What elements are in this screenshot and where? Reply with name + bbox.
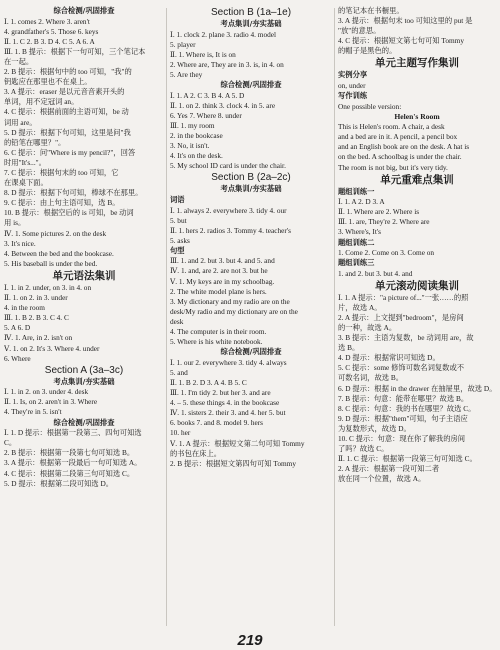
answer-column-middle <box>170 6 332 628</box>
answer-line: Ⅱ. 1. Where is, It is on <box>170 49 236 59</box>
subsection-label: 考点集训/夯实基础 <box>53 376 115 386</box>
answer-line: 3. My dictionary and my radio are on the <box>170 296 290 306</box>
group-label: 题组训练三 <box>338 258 375 268</box>
answer-line: Ⅰ. 1. in 2. on 3. under 4. desk <box>4 387 89 397</box>
answer-line: Ⅱ. 1. on 2. think 3. clock 4. in 5. are <box>170 100 276 110</box>
answer-line: 时用"It's..."。 <box>4 157 46 167</box>
answer-line: Ⅱ. 1. hers 2. radios 3. Tommy 4. teacher's <box>170 225 291 235</box>
answer-line: Ⅱ. 1. C 提示：根据第一段第三句可知选 C。 <box>338 454 477 464</box>
answer-line: 3. Where's, It's <box>338 227 382 237</box>
answer-line: Ⅰ. 1. in 2. under, on 3. in 4. on <box>4 282 92 292</box>
answer-line: Ⅱ. 1. C 2. B 3. D 4. C 5. A 6. A <box>4 36 95 46</box>
answer-line: Ⅰ. 1. D 提示：根据第一段第三、四句可知选 <box>4 428 142 438</box>
answer-line: 在一起。 <box>4 56 34 66</box>
answer-line: 2. B 提示：根据第一段第七句可知选 B。 <box>4 448 135 458</box>
answer-line: Ⅲ. 1. B 2. B 3. C 4. C <box>4 313 69 323</box>
answer-line: 2. A 提示：上文提到"bedroom"，是房间 <box>338 312 464 322</box>
answer-line: C。 <box>4 438 17 448</box>
answer-line: 的书包在床上。 <box>170 448 222 458</box>
answer-line: 用 is。 <box>4 218 26 228</box>
group-label: 写作训练 <box>338 91 368 101</box>
subsection-label: 综合检测/巩固排查 <box>53 417 115 427</box>
answer-line: 10. C 提示：句意：现在你了解我的房间 <box>338 434 466 443</box>
answer-line: 6. D 提示：根据 in the drawer 在抽屉里，故选 D。 <box>338 383 496 393</box>
answer-line: 1. Come 2. Come on 3. Come on <box>338 248 435 257</box>
answer-line: 5. My school ID card is under the chair. <box>170 161 286 171</box>
answer-line: 的帽子是黑色的。 <box>338 46 397 56</box>
answer-line: Ⅱ. 1. Is, on 2. aren't in 3. Where <box>4 397 98 407</box>
answer-line: Ⅳ. 1. Are, in 2. isn't on <box>4 333 73 343</box>
answer-line: Ⅴ. 1. My keys are in my schoolbag. <box>170 276 275 286</box>
answer-line: 5. Where is his white notebook. <box>170 337 263 347</box>
subsection-label: 综合检测/巩固排查 <box>220 80 282 90</box>
answer-line: Ⅲ. 1. are, They're 2. Where are <box>338 217 430 227</box>
answer-line: 5. player <box>170 39 196 49</box>
answer-line: 单词，用不定冠词 an。 <box>4 97 79 107</box>
answer-line: Ⅳ. 1. Some pictures 2. on the desk <box>4 228 107 238</box>
answer-line: 3. B 提示：主语为复数，be 动词用 are，故 <box>338 333 474 343</box>
answer-line: 8. D 提示：根据下句可知，棒球不在那里。 <box>4 188 143 198</box>
answer-line: Ⅰ. 1. clock 2. plane 3. radio 4. model <box>170 29 277 39</box>
answer-line: 2. Where are, They are in 3. is, in 4. on <box>170 59 284 69</box>
answer-line: One possible version: <box>338 101 402 111</box>
answer-line: Ⅲ. 1. I'm tidy 2. but her 3. and are <box>170 388 271 398</box>
answer-line: on the bed. A schoolbag is under the chair. <box>338 152 462 162</box>
answer-column-left <box>4 6 164 628</box>
answer-line: "放"的意思。 <box>338 26 381 36</box>
section-title: 单元滚动阅读集训 <box>375 279 459 292</box>
answer-line: 2. The white model plane is hers. <box>170 286 267 296</box>
answer-line: 10. her <box>170 428 191 438</box>
answer-line: 9. D 提示：根据"them"可知，句子主语应 <box>338 413 468 423</box>
answer-line: Ⅲ. 1. my room <box>170 120 215 130</box>
answer-line: 2. in the bookcase <box>170 131 223 141</box>
answer-line: 4. C 提示：根据前面的主语可知，be 动 <box>4 107 129 117</box>
group-label: 实例分享 <box>338 70 368 80</box>
answer-line: 3. No, it isn't. <box>170 141 210 151</box>
answer-line: 4. D 提示：根据常识可知选 D。 <box>338 353 440 363</box>
answer-line: 放在同一个位置，故选 A。 <box>338 474 426 484</box>
section-heading: Section A (3a–3c) <box>44 364 124 376</box>
answer-line: 5. but <box>170 215 187 225</box>
answer-line: 词用 are。 <box>4 117 37 127</box>
answer-line: 的铅笔在哪里？"。 <box>4 137 66 147</box>
answer-line: 5. asks <box>170 235 190 245</box>
answer-line: 3. A 提示：根据句末 too 可知这里的 put 是 <box>338 16 473 26</box>
column-divider <box>334 8 335 626</box>
answer-line: 4. The computer is in their room. <box>170 327 267 337</box>
answer-line: 5. and <box>170 367 188 377</box>
answer-line: 4. C 提示：根据短文第七句可知 Tommy <box>338 36 464 46</box>
answer-line: The room is not big, but it's very tidy. <box>338 162 448 172</box>
answer-line: 片，故选 A。 <box>338 302 382 312</box>
answer-line: 7. B 提示：句意：能带在哪里？故选 B。 <box>338 393 469 403</box>
answer-line: Ⅲ. 1. B 提示：根据下一句可知，三个笔记本 <box>4 46 146 56</box>
answer-line: 6. C 提示：问"Where is my pencil?"，回答 <box>4 147 136 157</box>
answer-line: 6. Where <box>4 353 31 363</box>
answer-line: 5. Are they <box>170 69 203 79</box>
subsection-label: 考点集训/夯实基础 <box>220 184 282 194</box>
answer-line: 4. It's on the desk. <box>170 151 223 161</box>
answer-line: Ⅱ. 1. on 2. in 3. under <box>4 293 68 303</box>
answer-line: 4. grandfather's 5. Those 6. keys <box>4 26 99 36</box>
answer-column-right <box>338 6 496 628</box>
answer-line: 8. C 提示：句意：我的书在哪里？故选 C。 <box>338 403 476 413</box>
answer-line: Ⅱ. 1. B 2. D 3. A 4. B 5. C <box>170 378 247 387</box>
answer-line: This is Helen's room. A chair, a desk <box>338 122 445 132</box>
answer-line: Ⅲ. 1. and 2. but 3. but 4. and 5. and <box>170 256 275 266</box>
answer-line: Ⅰ. 1. A 提示："a picture of..."一张……的照 <box>338 292 469 302</box>
essay-title: Helen's Room <box>394 111 440 121</box>
answer-line: on, under <box>338 80 366 90</box>
answer-line: 为复数形式，故选 D。 <box>338 423 411 433</box>
answer-line: Ⅰ. 1. A 2. C 3. B 4. A 5. D <box>170 90 245 100</box>
answer-line: 选 B。 <box>338 343 360 353</box>
answer-line: Ⅰ. 1. our 2. everywhere 3. tidy 4. always <box>170 357 287 367</box>
answer-line: 钥匙应在那里也不在桌上。 <box>4 77 92 87</box>
section-heading: Section B (2a–2c) <box>211 172 291 184</box>
answer-line: 4. in the room <box>4 303 45 313</box>
section-title: 单元重难点集训 <box>380 173 454 186</box>
answer-line: 9. C 提示：由上句主语可知，选 B。 <box>4 198 120 208</box>
answer-line: 可数名词，故选 B。 <box>338 373 404 383</box>
page-number: 219 <box>237 632 263 649</box>
answer-line: 5. C 提示：some 修饰可数名词复数或不 <box>338 363 465 373</box>
subsection-label: 综合检测/巩固排查 <box>53 6 115 15</box>
answer-line: and a bed are in it. A pencil, a pencil box <box>338 132 458 142</box>
answer-line: desk/My radio and my dictionary are on the <box>170 306 298 316</box>
section-title: 单元语法集训 <box>52 269 116 282</box>
answer-line: 5. D 提示：根据第二段可知选 D。 <box>4 478 114 488</box>
answer-line: 的一种，故选 A。 <box>338 322 397 332</box>
answer-line: 4. C 提示：根据第二段第三句可知选 C。 <box>4 468 135 478</box>
group-label: 题组训练一 <box>338 186 375 196</box>
answer-line: Ⅰ. 1. comes 2. Where 3. aren't <box>4 16 90 26</box>
answer-line: 的笔记本在书橱里。 <box>338 6 404 15</box>
answer-line: 6. books 7. and 8. model 9. hers <box>170 418 264 428</box>
answer-line: Ⅴ. 1. on 2. It's 3. Where 4. under <box>4 343 100 353</box>
answer-line: 2. B 提示：根据短文第四句可知 Tommy <box>170 458 296 468</box>
group-label: 句型 <box>170 245 185 255</box>
answer-line: 在课桌下面。 <box>4 178 48 188</box>
section-heading: Section B (1a–1e) <box>210 7 292 18</box>
answer-line: 4. Between the bed and the bookcase. <box>4 248 114 258</box>
answer-line: 5. A 6. D <box>4 323 31 333</box>
answer-line: 了吗？故选 C。 <box>338 444 389 454</box>
answer-line: 7. C 提示：根据句末的 too 可知，它 <box>4 168 119 177</box>
answer-line: Ⅰ. 1. A 2. D 3. A <box>338 197 385 207</box>
answer-line: Ⅴ. 1. A 提示：根据短文第二句可知 Tommy <box>170 438 305 448</box>
answer-line: 2. B 提示：根据句中的 too 可知，"我"的 <box>4 67 132 77</box>
answer-line: Ⅳ. 1. sisters 2. their 3. and 4. her 5. but <box>170 408 286 418</box>
answer-line: 4. They're in 5. isn't <box>4 407 62 417</box>
group-label: 词语 <box>170 195 185 204</box>
answer-line: desk <box>170 316 184 326</box>
answer-line: 3. A 提示：根据第一段最后一句可知选 A。 <box>4 458 142 468</box>
answer-line: 6. Yes 7. Where 8. under <box>170 110 242 120</box>
answer-line: Ⅱ. 1. Where are 2. Where is <box>338 207 420 217</box>
column-divider <box>166 8 167 626</box>
answer-line: 4. – 5. these things 4. in the bookcase <box>170 398 280 408</box>
subsection-label: 综合检测/巩固排查 <box>220 347 282 357</box>
answer-line: 3. A 提示：eraser 是以元音音素开头的 <box>4 87 125 97</box>
answer-line: 5. D 提示：根据下句可知，这里是问"我 <box>4 127 131 137</box>
answer-line: and an English book are on the desk. A hat is <box>338 142 470 152</box>
group-label: 题组训练二 <box>338 237 375 247</box>
subsection-label: 考点集训/夯实基础 <box>220 19 282 28</box>
answer-line: 1. and 2. but 3. but 4. and <box>338 268 413 278</box>
answer-line: Ⅳ. 1. and, are 2. are not 3. but he <box>170 266 268 276</box>
answer-line: 2. A 提示：根据第一段可知二者 <box>338 464 440 474</box>
section-title: 单元主题写作集训 <box>375 57 459 70</box>
answer-line: 5. His baseball is under the bed. <box>4 258 98 268</box>
answer-line: Ⅰ. 1. always 2. everywhere 3. tidy 4. our <box>170 205 287 215</box>
answer-line: 10. B 提示：根据空后的 is 可知，be 动词 <box>4 208 134 218</box>
answer-line: 3. It's nice. <box>4 238 36 248</box>
